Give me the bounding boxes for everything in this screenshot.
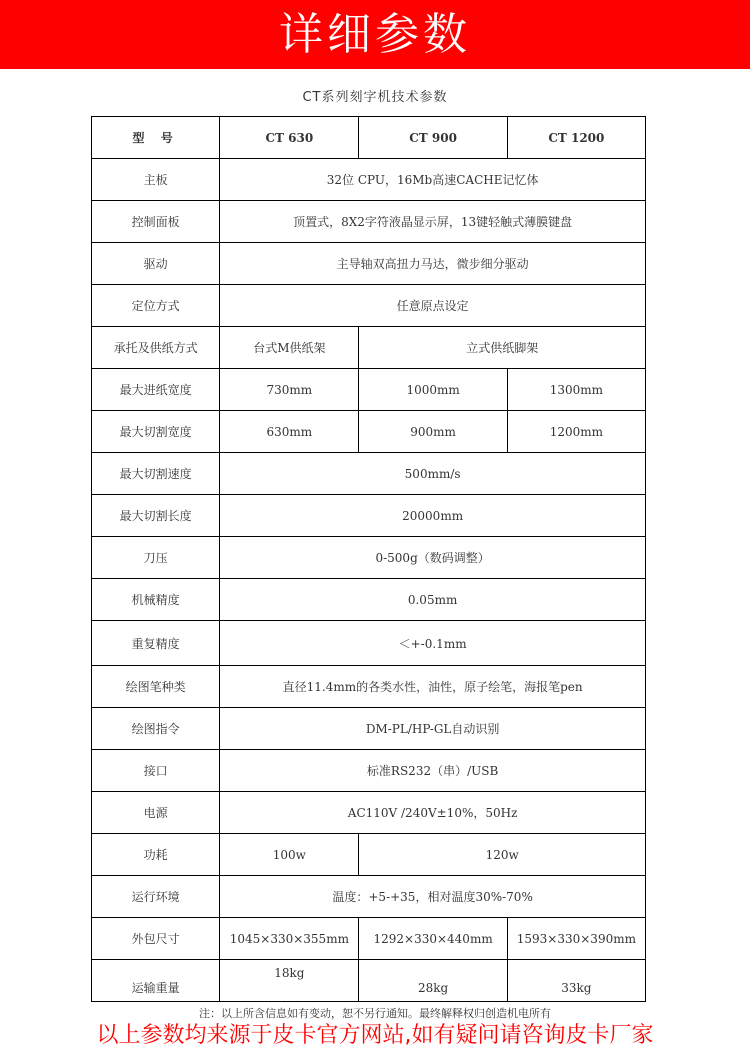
row-label-text: 运输重量 [131, 981, 180, 995]
table-row [92, 960, 646, 1002]
row-value-ct630: 台式M供纸架 [220, 327, 359, 369]
table-row [92, 327, 646, 369]
row-value-ct900: 1292×330×440mm [359, 918, 507, 960]
table-row [92, 201, 646, 243]
row-label: 最大进纸宽度 [92, 369, 220, 411]
row-value: 温度：+5-+35，相对温度30%-70% [220, 876, 646, 918]
row-label: 控制面板 [92, 201, 220, 243]
table-row [92, 159, 646, 201]
model-header: 型 号 [92, 117, 220, 159]
model-ct1200: CT 1200 [507, 117, 645, 159]
row-value-ct1200: 1200mm [507, 411, 645, 453]
table-row [92, 243, 646, 285]
model-ct900: CT 900 [359, 117, 507, 159]
row-value-ct1200: 1300mm [507, 369, 645, 411]
table-row [92, 834, 646, 876]
row-label: 机械精度 [92, 579, 220, 621]
row-value: 任意原点设定 [220, 285, 646, 327]
row-value: 20000mm [220, 495, 646, 537]
row-label: 最大切割长度 [92, 495, 220, 537]
table-row [92, 666, 646, 708]
model-ct630: CT 630 [220, 117, 359, 159]
row-value: 0.05mm [220, 579, 646, 621]
row-value: 直径11.4mm的各类水性，油性，原子绘笔，海报笔pen [220, 666, 646, 708]
table-row [92, 411, 646, 453]
table-row [92, 537, 646, 579]
row-value: 主导轴双高扭力马达，微步细分驱动 [220, 243, 646, 285]
table-row [92, 285, 646, 327]
table-row [92, 369, 646, 411]
row-value: ＜+-0.1mm [220, 621, 646, 666]
row-label: 最大切割宽度 [92, 411, 220, 453]
weight-ct630: 18kg [274, 965, 305, 980]
row-label: 运行环境 [92, 876, 220, 918]
row-value-others: 立式供纸脚架 [359, 327, 646, 369]
row-value: 顶置式，8X2字符液晶显示屏，13键轻触式薄膜键盘 [220, 201, 646, 243]
row-value: 32位 CPU，16Mb高速CACHE记忆体 [220, 159, 646, 201]
footer-notice: 以上参数均来源于皮卡官方网站,如有疑问请咨询皮卡厂家 [96, 1023, 654, 1048]
row-value: DM-PL/HP-GL自动识别 [220, 708, 646, 750]
row-label: 刀压 [92, 537, 220, 579]
row-label: 接口 [92, 750, 220, 792]
row-value-ct1200: 1593×330×390mm [507, 918, 645, 960]
row-label: 定位方式 [92, 285, 220, 327]
row-value: 0-500g（数码调整） [220, 537, 646, 579]
table-subtitle: CT系列刻字机技术参数 [302, 90, 448, 105]
row-value-ct900: 900mm [359, 411, 507, 453]
row-label: 绘图笔种类 [92, 666, 220, 708]
row-value-ct630: 100w [220, 834, 359, 876]
row-label: 外包尺寸 [92, 918, 220, 960]
row-value-others: 120w [359, 834, 646, 876]
disclaimer-note: 注：以上所含信息如有变动，恕不另行通知。最终解释权归创造机电所有 [199, 1007, 551, 1020]
row-value-ct900: 1000mm [359, 369, 507, 411]
table-row [92, 750, 646, 792]
weight-ct900: 28kg [417, 980, 449, 995]
row-value: 500mm/s [220, 453, 646, 495]
table-header-row [92, 117, 646, 159]
spec-table [91, 116, 646, 1002]
table-row [92, 792, 646, 834]
row-label: 电源 [92, 792, 220, 834]
row-label: 重复精度 [92, 621, 220, 666]
row-value-ct630: 630mm [220, 411, 359, 453]
table-row [92, 876, 646, 918]
row-label [92, 960, 220, 1002]
table-row [92, 918, 646, 960]
row-label: 最大切割速度 [92, 453, 220, 495]
row-value-ct630: 730mm [220, 369, 359, 411]
row-value: 标准RS232（串）/USB [220, 750, 646, 792]
row-value-ct630 [220, 960, 359, 1002]
row-label: 驱动 [92, 243, 220, 285]
table-row [92, 495, 646, 537]
row-label: 主板 [92, 159, 220, 201]
weight-ct1200: 33kg [561, 980, 592, 995]
table-row [92, 708, 646, 750]
page-header [0, 0, 750, 69]
table-row [92, 453, 646, 495]
row-value-ct900 [359, 960, 507, 1002]
page-title: 详细参数 [279, 9, 471, 60]
row-label: 承托及供纸方式 [92, 327, 220, 369]
row-value-ct1200 [507, 960, 645, 1002]
row-label: 绘图指令 [92, 708, 220, 750]
row-value-ct630: 1045×330×355mm [220, 918, 359, 960]
row-value: AC110V /240V±10%，50Hz [220, 792, 646, 834]
table-row [92, 621, 646, 666]
table-row [92, 579, 646, 621]
row-label: 功耗 [92, 834, 220, 876]
